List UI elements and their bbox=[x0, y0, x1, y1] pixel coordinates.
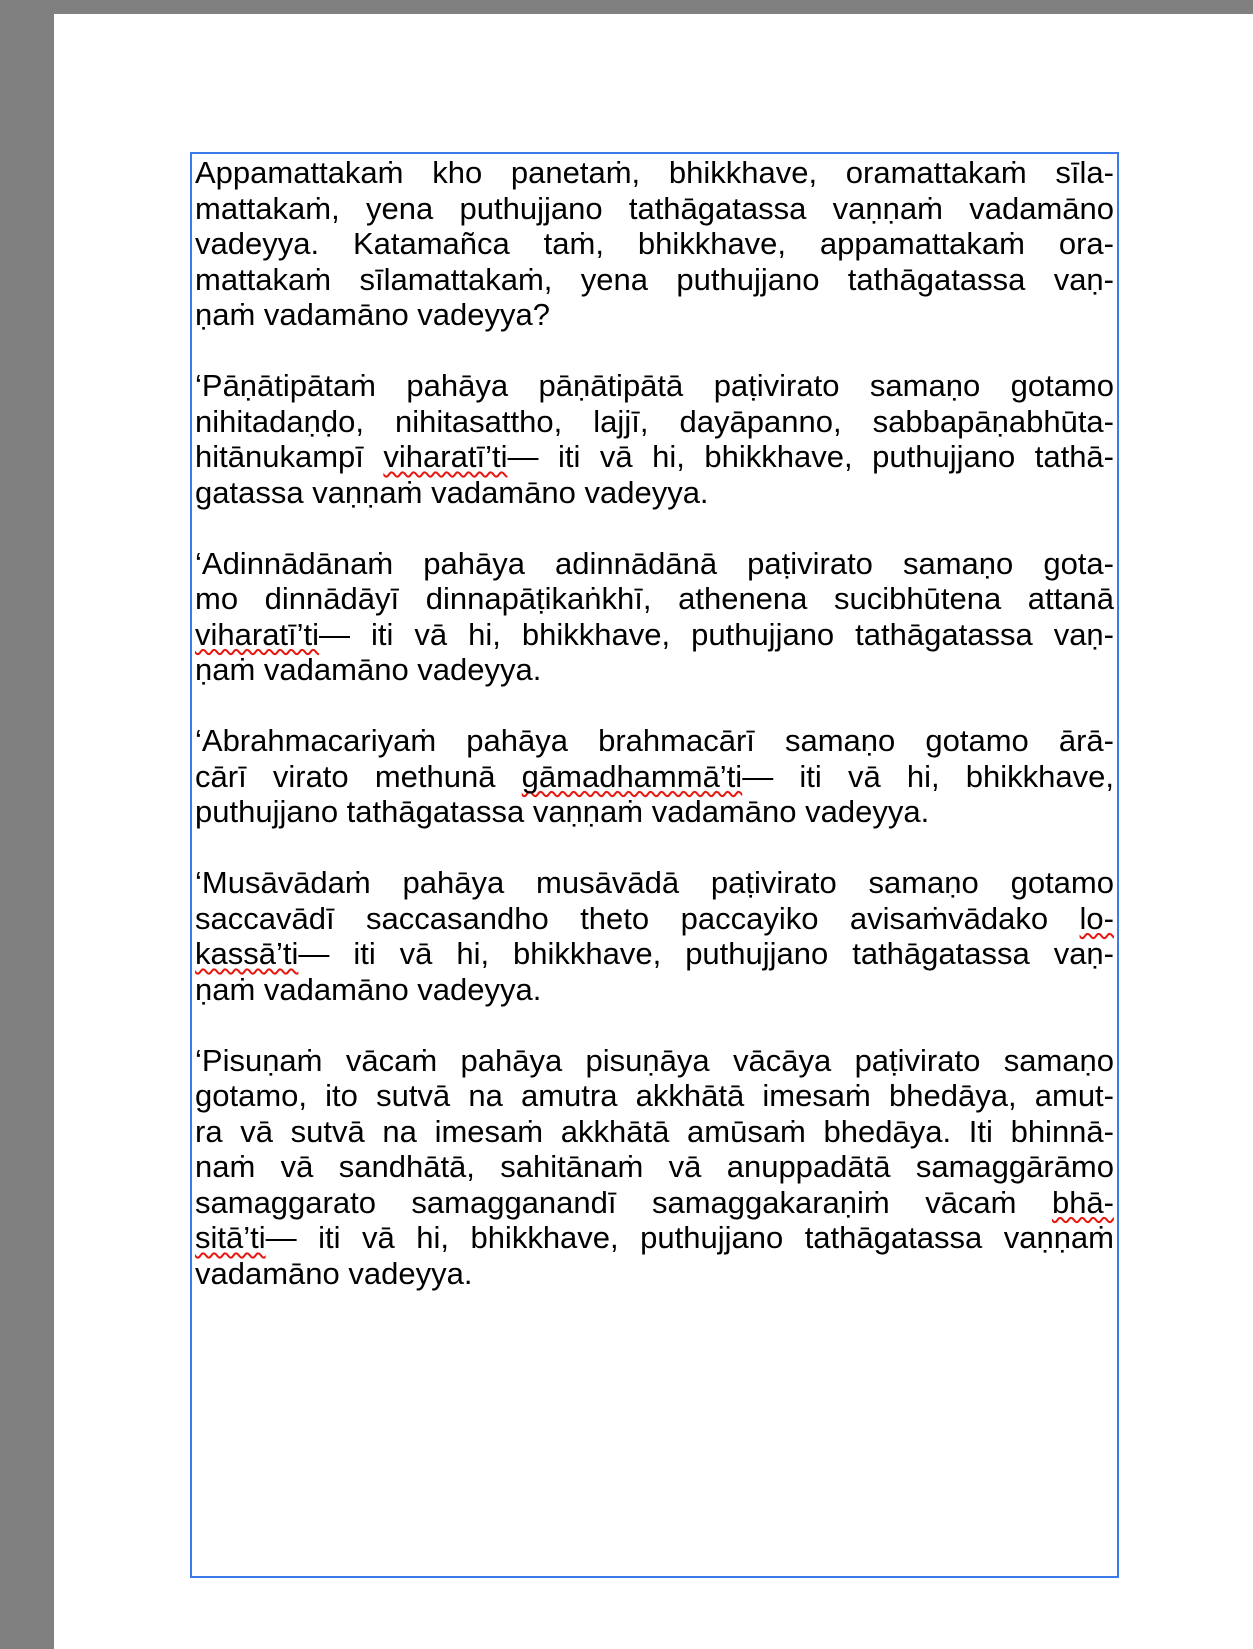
text-line bbox=[195, 1220, 1114, 1256]
misspelled-word[interactable]: viharatī’ti bbox=[383, 439, 508, 474]
text-segment: hitānukampī bbox=[195, 439, 384, 474]
text-line bbox=[195, 1185, 1114, 1221]
text-line bbox=[195, 865, 1114, 901]
misspelled-word[interactable]: bhā- bbox=[1051, 1184, 1114, 1220]
text-line bbox=[195, 439, 1114, 475]
paragraph bbox=[195, 368, 1114, 510]
text-line bbox=[195, 901, 1114, 937]
text-line bbox=[195, 368, 1114, 404]
text-segment: samaggarato samagganandī samaggakaraṇiṁ vācaṁ bbox=[195, 1184, 1052, 1220]
text-line bbox=[195, 191, 1114, 227]
text-segment: ‘Pisuṇaṁ vācaṁ pahāya pisuṇāya vācāya paṭivirato samaṇo bbox=[195, 1042, 1114, 1078]
text-line bbox=[195, 794, 1114, 830]
text-line bbox=[195, 936, 1114, 972]
text-segment: ṇaṁ vadamāno vadeyya? bbox=[195, 297, 551, 332]
text-line bbox=[195, 1078, 1114, 1114]
text-segment: — iti vā hi, bhikkhave, puthujjano tathāgatassa vaṇ- bbox=[298, 936, 1114, 971]
text-segment: saccavādī saccasandho theto paccayiko avisaṁvādako bbox=[195, 900, 1080, 936]
text-segment: mattakaṁ, yena puthujjano tathāgatassa vaṇṇaṁ vadamāno bbox=[195, 190, 1114, 226]
text-segment: ṇaṁ vadamāno vadeyya. bbox=[195, 652, 542, 687]
misspelled-word[interactable]: gāmadhammā’ti bbox=[521, 758, 743, 794]
misspelled-word[interactable]: sitā’ti bbox=[195, 1220, 266, 1255]
text-segment: — iti vā hi, bhikkhave, puthujjano tathāgatassa vaṇṇaṁ bbox=[265, 1220, 1114, 1255]
text-line bbox=[195, 1256, 1114, 1292]
text-segment: naṁ vā sandhātā, sahitānaṁ vā anuppadātā samaggārāmo bbox=[195, 1149, 1114, 1184]
text-segment: gotamo, ito sutvā na amutra akkhātā imesaṁ bhedāya, amut- bbox=[195, 1078, 1114, 1113]
text-segment: mattakaṁ sīlamattakaṁ, yena puthujjano tathāgatassa vaṇ- bbox=[195, 261, 1114, 297]
text-segment: nihitadaṇḍo, nihitasattho, lajjī, dayāpanno, sabbapāṇabhūta- bbox=[195, 403, 1114, 439]
text-line bbox=[195, 262, 1114, 298]
text-segment: — iti vā hi, bhikkhave, bbox=[742, 758, 1114, 794]
paragraph bbox=[195, 1043, 1114, 1292]
text-line bbox=[195, 1149, 1114, 1185]
paragraph bbox=[195, 155, 1114, 333]
text-segment: ra vā sutvā na imesaṁ akkhātā amūsaṁ bhedāya. Iti bhinnā- bbox=[195, 1113, 1114, 1149]
page bbox=[54, 14, 1253, 1649]
misspelled-word[interactable]: lo- bbox=[1079, 900, 1114, 936]
text-line bbox=[195, 1043, 1114, 1079]
misspelled-word[interactable]: viharatī’ti bbox=[195, 616, 320, 652]
text-segment: ‘Pāṇātipātaṁ pahāya pāṇātipātā paṭivirato samaṇo gotamo bbox=[195, 368, 1114, 403]
text-line bbox=[195, 475, 1114, 511]
text-segment: Appamattakaṁ kho panetaṁ, bhikkhave, oramattakaṁ sīla- bbox=[195, 155, 1114, 190]
text-segment: vadamāno vadeyya. bbox=[195, 1255, 473, 1291]
text-segment: vadeyya. Katamañca taṁ, bhikkhave, appamattakaṁ ora- bbox=[195, 226, 1114, 261]
paragraph bbox=[195, 865, 1114, 1007]
text-line bbox=[195, 723, 1114, 759]
text-segment: — iti vā hi, bhikkhave, puthujjano tathā- bbox=[507, 439, 1114, 474]
text-segment: ‘Abrahmacariyaṁ pahāya brahmacārī samaṇo gotamo ārā- bbox=[195, 723, 1114, 758]
text-segment: gatassa vaṇṇaṁ vadamāno vadeyya. bbox=[195, 474, 709, 510]
text-segment: ‘Musāvādaṁ pahāya musāvādā paṭivirato samaṇo gotamo bbox=[195, 865, 1114, 900]
paragraph bbox=[195, 723, 1114, 830]
text-segment: puthujjano tathāgatassa vaṇṇaṁ vadamāno vadeyya. bbox=[195, 794, 930, 829]
text-segment: ‘Adinnādānaṁ pahāya adinnādānā paṭivirato samaṇo gota- bbox=[195, 545, 1114, 581]
text-line bbox=[195, 546, 1114, 582]
text-line bbox=[195, 759, 1114, 795]
text-line bbox=[195, 297, 1114, 333]
text-line bbox=[195, 972, 1114, 1008]
text-line bbox=[195, 1114, 1114, 1150]
text-segment: cārī virato methunā bbox=[195, 758, 522, 794]
text-segment: — iti vā hi, bhikkhave, puthujjano tathāgatassa vaṇ- bbox=[319, 616, 1114, 652]
text-segment: mo dinnādāyī dinnapāṭikaṅkhī, athenena sucibhūtena attanā bbox=[195, 581, 1114, 616]
text-line bbox=[195, 652, 1114, 688]
text-line bbox=[195, 404, 1114, 440]
misspelled-word[interactable]: kassā’ti bbox=[195, 936, 299, 971]
text-segment: ṇaṁ vadamāno vadeyya. bbox=[195, 971, 542, 1007]
text-line bbox=[195, 226, 1114, 262]
text-line bbox=[195, 155, 1114, 191]
paragraph bbox=[195, 546, 1114, 688]
text-line bbox=[195, 581, 1114, 617]
text-line bbox=[195, 617, 1114, 653]
text-frame[interactable] bbox=[190, 152, 1119, 1578]
